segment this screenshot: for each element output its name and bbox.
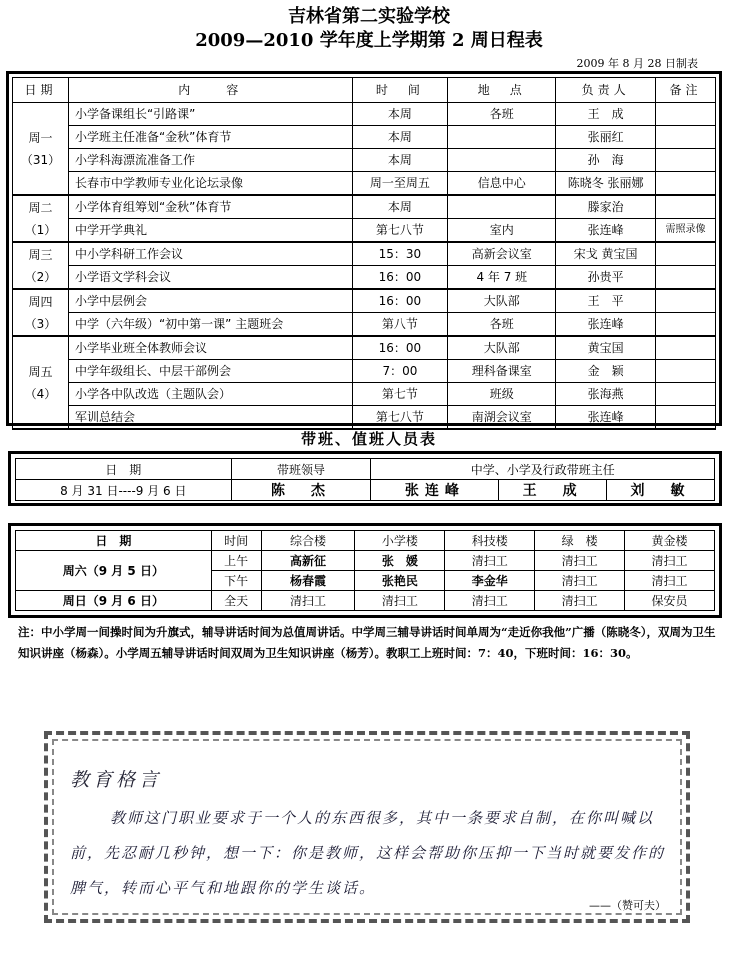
schedule-time: 16：00 (352, 289, 448, 313)
schedule-time: 周一至周五 (352, 172, 448, 196)
schedule-time: 本周 (352, 195, 448, 219)
weekend-cell: 全天 (211, 591, 261, 611)
schedule-note (656, 172, 716, 196)
weekend-header-lv: 绿 楼 (535, 531, 625, 551)
schedule-time: 第七节 (352, 383, 448, 406)
duty-header-heads: 中学、小学及行政带班主任 (371, 459, 715, 480)
schedule-time: 本周 (352, 149, 448, 172)
duty-table (15, 458, 715, 501)
schedule-time: 第七八节 (352, 406, 448, 430)
weekend-cell: 清扫工 (445, 591, 535, 611)
header-person: 负责人 (556, 78, 656, 103)
header-place: 地 点 (448, 78, 556, 103)
schedule-time: 本周 (352, 103, 448, 126)
schedule-time: 第八节 (352, 313, 448, 337)
schedule-day-cell (13, 103, 69, 196)
weekend-cell: 高新征 (261, 551, 355, 571)
weekend-cell: 清扫工 (625, 551, 715, 571)
schedule-person: 王 成 (556, 103, 656, 126)
weekend-header-huangjin: 黄金楼 (625, 531, 715, 551)
footnote: 注：中小学周一间操时间为升旗式，辅导讲话时间为总值周讲话。中学周三辅导讲话时间单周为“走近你我他”广播（陈晓冬），双周为卫生知识讲座（杨森）。小学周五辅导讲话时间双周为卫生知识讲座（杨芳）。教职工上班时间：7：40，下班时间：16：30。 (18, 625, 716, 660)
schedule-person: 张连峰 (556, 219, 656, 243)
schedule-place: 大队部 (448, 289, 556, 313)
weekend-cell: 下午 (211, 571, 261, 591)
schedule-content: 小学语文学科会议 (68, 266, 352, 290)
weekend-sat-label: 周六（9 月 5 日） (16, 551, 212, 591)
weekend-header-keji: 科技楼 (445, 531, 535, 551)
schedule-time: 16：00 (352, 266, 448, 290)
duty-header-leader: 带班领导 (231, 459, 371, 480)
schedule-content: 小学体育组筹划“金秋”体育节 (68, 195, 352, 219)
duty-head-2: 王 成 (499, 480, 607, 501)
schedule-note (656, 383, 716, 406)
schedule-day: 周三 (28, 247, 53, 262)
schedule-day-date: （3） (24, 316, 57, 331)
schedule-person: 张连峰 (556, 406, 656, 430)
weekend-header-time: 时间 (211, 531, 261, 551)
schedule-content: 小学班主任准备“金秋”体育节 (68, 126, 352, 149)
weekend-cell: 上午 (211, 551, 261, 571)
schedule-place: 南湖会议室 (448, 406, 556, 430)
schedule-note (656, 149, 716, 172)
schedule-content: 小学科海漂流准备工作 (68, 149, 352, 172)
schedule-row (13, 383, 716, 406)
schedule-content: 军训总结会 (68, 406, 352, 430)
schedule-place: 高新会议室 (448, 242, 556, 266)
duty-header-row (16, 459, 715, 480)
schedule-row (13, 266, 716, 290)
schedule-note: 需照录像 (656, 219, 716, 243)
schedule-note (656, 266, 716, 290)
schedule-content: 小学毕业班全体教师会议 (68, 336, 352, 360)
schedule-place: 班级 (448, 383, 556, 406)
header-time: 时 间 (352, 78, 448, 103)
made-date: 2009 年 8 月 28 日制表 (576, 57, 698, 70)
schedule-header-row (13, 78, 716, 103)
schedule-day-date: （4） (24, 386, 57, 401)
motto-box (44, 731, 690, 923)
weekend-table (15, 530, 715, 611)
schedule-table (12, 77, 716, 430)
schedule-person: 张海燕 (556, 383, 656, 406)
weekend-cell: 保安员 (625, 591, 715, 611)
motto-title: 教育格言 (70, 769, 163, 791)
schedule-person: 孙贵平 (556, 266, 656, 290)
schedule-box (6, 71, 722, 426)
weekend-cell: 清扫工 (445, 551, 535, 571)
schedule-content: 中小学科研工作会议 (68, 242, 352, 266)
weekend-cell: 张 媛 (355, 551, 445, 571)
schedule-row (13, 242, 716, 266)
duty-head-3: 刘 敏 (607, 480, 715, 501)
schedule-content: 中学（六年级）“初中第一课” 主题班会 (68, 313, 352, 337)
motto-text: 教师这门职业要求于一个人的东西很多，其中一条要求自制，在你叫喊以前，先忍耐几秒钟，想一下：你是教师，这样会帮助你压抑一下当时就要发作的脾气，转而心平气和地跟你的学生谈话。 (70, 809, 666, 897)
schedule-place (448, 126, 556, 149)
schedule-note (656, 360, 716, 383)
schedule-day-date: （1） (24, 222, 57, 237)
weekend-cell: 张艳民 (355, 571, 445, 591)
schedule-day: 周二 (28, 200, 53, 215)
schedule-time: 7：00 (352, 360, 448, 383)
schedule-person: 孙 海 (556, 149, 656, 172)
schedule-row (13, 289, 716, 313)
schedule-day-cell (13, 242, 69, 289)
schedule-time: 第七八节 (352, 219, 448, 243)
schedule-place: 信息中心 (448, 172, 556, 196)
duty-leader: 陈 杰 (231, 480, 371, 501)
schedule-place: 各班 (448, 313, 556, 337)
schedule-day-cell (13, 336, 69, 429)
weekend-cell: 杨春霞 (261, 571, 355, 591)
schedule-content: 中学年级组长、中层干部例会 (68, 360, 352, 383)
schedule-person: 金 颖 (556, 360, 656, 383)
weekend-cell: 清扫工 (535, 551, 625, 571)
weekend-cell: 清扫工 (535, 591, 625, 611)
schedule-place: 理科备课室 (448, 360, 556, 383)
schedule-row (13, 219, 716, 243)
schedule-day-date: （31） (20, 152, 61, 167)
schedule-note (656, 406, 716, 430)
schedule-day: 周四 (28, 294, 53, 309)
duty-header-date: 日 期 (16, 459, 232, 480)
schedule-time: 15：30 (352, 242, 448, 266)
schedule-row (13, 336, 716, 360)
schedule-content: 长春市中学教师专业化论坛录像 (68, 172, 352, 196)
schedule-note (656, 313, 716, 337)
schedule-place: 4 年 7 班 (448, 266, 556, 290)
schedule-note (656, 103, 716, 126)
weekend-row-sat-am (16, 551, 715, 571)
schedule-day-cell (13, 289, 69, 336)
duty-title: 带班、值班人员表 (300, 430, 437, 448)
weekend-header-xiaoxue: 小学楼 (355, 531, 445, 551)
weekend-sun-label: 周日（9 月 6 日） (16, 591, 212, 611)
schedule-person: 宋戈 黄宝国 (556, 242, 656, 266)
schedule-place: 各班 (448, 103, 556, 126)
schedule-day-date: （2） (24, 269, 57, 284)
schedule-row (13, 360, 716, 383)
schedule-place (448, 195, 556, 219)
schedule-content: 小学各中队改选（主题队会） (68, 383, 352, 406)
schedule-person: 滕家治 (556, 195, 656, 219)
schedule-time: 本周 (352, 126, 448, 149)
schedule-day: 周一 (28, 130, 53, 145)
weekend-cell: 清扫工 (355, 591, 445, 611)
duty-head-1: 张连峰 (371, 480, 499, 501)
weekend-header-zonghe: 综合楼 (261, 531, 355, 551)
motto-source: ——（赞可夫） (589, 899, 666, 912)
weekend-header-date: 日 期 (16, 531, 212, 551)
weekend-box (8, 523, 722, 618)
duty-box (8, 451, 722, 506)
schedule-row (13, 149, 716, 172)
schedule-row (13, 313, 716, 337)
schedule-note (656, 195, 716, 219)
schedule-note (656, 336, 716, 360)
duty-date-range: 8 月 31 日----9 月 6 日 (16, 480, 232, 501)
header-note: 备注 (656, 78, 716, 103)
schedule-row (13, 195, 716, 219)
schedule-note (656, 289, 716, 313)
schedule-person: 张丽红 (556, 126, 656, 149)
weekend-cell: 清扫工 (535, 571, 625, 591)
schedule-place: 大队部 (448, 336, 556, 360)
schedule-day: 周五 (28, 364, 53, 379)
duty-row (16, 480, 715, 501)
schedule-place: 室内 (448, 219, 556, 243)
header-content: 内 容 (68, 78, 352, 103)
school-name: 吉林省第二实验学校 (288, 6, 450, 27)
schedule-content: 小学备课组长“引路课” (68, 103, 352, 126)
header-date: 日期 (13, 78, 69, 103)
schedule-person: 黄宝国 (556, 336, 656, 360)
schedule-row (13, 103, 716, 126)
schedule-person: 张连峰 (556, 313, 656, 337)
weekend-cell: 李金华 (445, 571, 535, 591)
schedule-person: 王 平 (556, 289, 656, 313)
schedule-place (448, 149, 556, 172)
schedule-note (656, 126, 716, 149)
schedule-content: 中学开学典礼 (68, 219, 352, 243)
weekend-cell: 清扫工 (261, 591, 355, 611)
weekend-row-sun (16, 591, 715, 611)
weekend-cell: 清扫工 (625, 571, 715, 591)
schedule-row (13, 172, 716, 196)
schedule-content: 小学中层例会 (68, 289, 352, 313)
schedule-time: 16：00 (352, 336, 448, 360)
schedule-row (13, 126, 716, 149)
schedule-note (656, 242, 716, 266)
schedule-day-cell (13, 195, 69, 242)
weekend-header-row (16, 531, 715, 551)
schedule-row (13, 406, 716, 430)
schedule-title: 2009—2010 学年度上学期第 2 周日程表 (195, 30, 543, 51)
schedule-person: 陈晓冬 张丽娜 (556, 172, 656, 196)
